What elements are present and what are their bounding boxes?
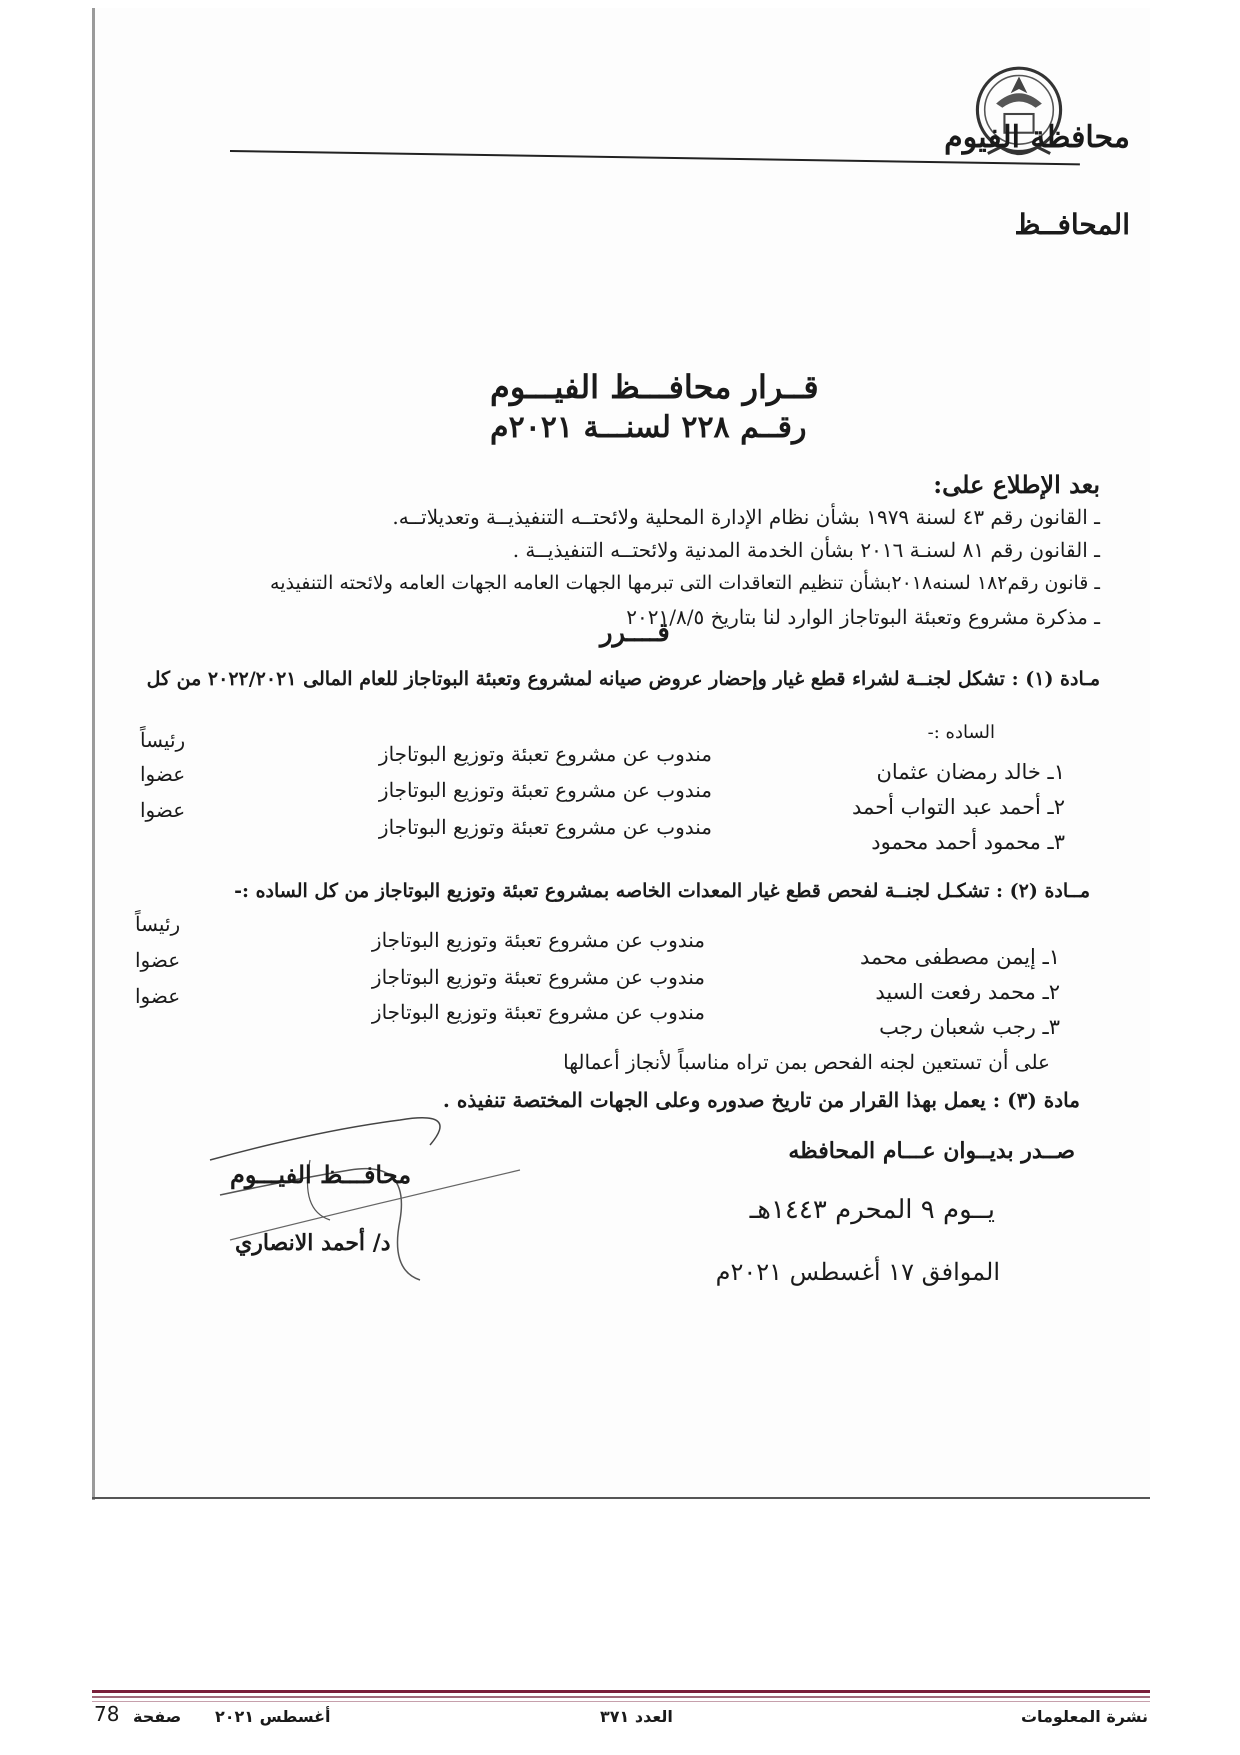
article-3-text: مادة (٣) : يعمل بهذا القرار من تاريخ صدوره وعلى الجهات المختصة تنفيذه . bbox=[442, 1088, 1080, 1112]
article-2-member-3-position: عضوا bbox=[135, 984, 181, 1008]
article-1-member-2-role: مندوب عن مشروع تعبئة وتوزيع البوتاجاز bbox=[378, 778, 712, 802]
article-1-member-3-position: عضوا bbox=[140, 798, 186, 822]
office-name: المحافــظ bbox=[1014, 208, 1130, 241]
article-2-member-3-name: ٣ـ رجب شعبان رجب bbox=[879, 1015, 1060, 1039]
article-2-member-1-position: رئيساً bbox=[135, 912, 181, 936]
article-2-member-2-name: ٢ـ محمد رفعت السيد bbox=[875, 980, 1060, 1004]
article-2-member-1-name: ١ـ إيمن مصطفى محمد bbox=[859, 945, 1060, 969]
preamble-item-3: ـ قانون رقم١٨٢ لسنه٢٠١٨بشأن تنظيم التعاقدات التى تبرمها الجهات العامه الجهات العامه ولائحته التنفيذيه bbox=[270, 572, 1100, 594]
article-2-text: مــادة (٢) : تشكـل لجنــة لفحص قطع غيار المعدات الخاصه بمشروع تعبئة وتوزيع البوتاجاز من كل الساده :- bbox=[234, 880, 1090, 902]
article-1-member-3-name: ٣ـ محمود أحمد محمود bbox=[871, 830, 1065, 854]
signature-scribble-icon bbox=[200, 1100, 530, 1290]
footer-date: أغسطس ٢٠٢١ bbox=[215, 1707, 331, 1726]
footer-publication: نشرة المعلومات bbox=[1020, 1707, 1148, 1726]
preamble-item-2: ـ القانون رقم ٨١ لسنـة ٢٠١٦ بشأن الخدمة المدنية ولائحتــه التنفيذيــة . bbox=[512, 538, 1100, 562]
article-1-member-2-position: عضوا bbox=[140, 762, 186, 786]
decree-number: رقــم ٢٢٨ لسنـــة ٢٠٢١م bbox=[490, 410, 807, 445]
footer-rule-3 bbox=[92, 1701, 1150, 1702]
preamble-item-4: ـ مذكرة مشروع وتعبئة البوتاجاز الوارد لنا بتاريخ ٢٠٢١/٨/٥ bbox=[626, 605, 1100, 629]
footer-rule bbox=[92, 1690, 1150, 1693]
governorate-name: محافظة الفيوم bbox=[944, 120, 1130, 155]
article-1-member-2-name: ٢ـ أحمد عبد التواب أحمد bbox=[851, 795, 1065, 819]
scan-edge bbox=[92, 1497, 1150, 1499]
footer-rule-2 bbox=[92, 1696, 1150, 1698]
article-2-member-1-role: مندوب عن مشروع تعبئة وتوزيع البوتاجاز bbox=[371, 928, 705, 952]
article-1-text: مـادة (١) : تشكل لجنــة لشراء قطع غيار وإحضار عروض صيانه لمشروع وتعبئة البوتاجاز للعام المالى ٢٠٢٢/٢٠٢١ من كل bbox=[146, 668, 1100, 690]
article-2-note: على أن تستعين لجنه الفحص بمن تراه مناسباً لأنجاز أعمالها bbox=[563, 1050, 1050, 1074]
article-1-member-1-role: مندوب عن مشروع تعبئة وتوزيع البوتاجاز bbox=[378, 742, 712, 766]
footer-page-label: صفحة bbox=[133, 1707, 182, 1726]
footer-issue: العدد ٣٧١ bbox=[600, 1707, 673, 1726]
gregorian-date: الموافق ١٧ أغسطس ٢٠٢١م bbox=[715, 1258, 1000, 1286]
signatory-name: د/ أحمد الانصاري bbox=[235, 1230, 391, 1256]
decree-title: قــرار محافـــظ الفيـــوم bbox=[490, 368, 819, 406]
signatory-title: محافـــظ الفيـــوم bbox=[230, 1160, 412, 1189]
article-1-member-3-role: مندوب عن مشروع تعبئة وتوزيع البوتاجاز bbox=[378, 815, 712, 839]
footer-page-number: 78 bbox=[94, 1702, 120, 1726]
article-1-gentlemen: الساده :- bbox=[927, 722, 995, 743]
issued-at: صــدر بديــوان عـــام المحافظه bbox=[788, 1138, 1075, 1164]
preamble-item-1: ـ القانون رقم ٤٣ لسنة ١٩٧٩ بشأن نظام الإدارة المحلية ولائحتــه التنفيذيــة وتعديلاتــه. bbox=[392, 505, 1100, 529]
decision-heading: قــــرر bbox=[600, 618, 670, 648]
article-1-member-1-name: ١ـ خالد رمضان عثمان bbox=[876, 760, 1065, 784]
article-2-member-3-role: مندوب عن مشروع تعبئة وتوزيع البوتاجاز bbox=[371, 1000, 705, 1024]
preamble-heading: بعد الإطلاع على: bbox=[933, 470, 1100, 499]
article-2-member-2-role: مندوب عن مشروع تعبئة وتوزيع البوتاجاز bbox=[371, 965, 705, 989]
article-1-member-1-position: رئيساً bbox=[140, 728, 186, 752]
article-2-member-2-position: عضوا bbox=[135, 948, 181, 972]
hijri-date: يــوم ٩ المحرم ١٤٤٣هـ bbox=[749, 1195, 995, 1225]
